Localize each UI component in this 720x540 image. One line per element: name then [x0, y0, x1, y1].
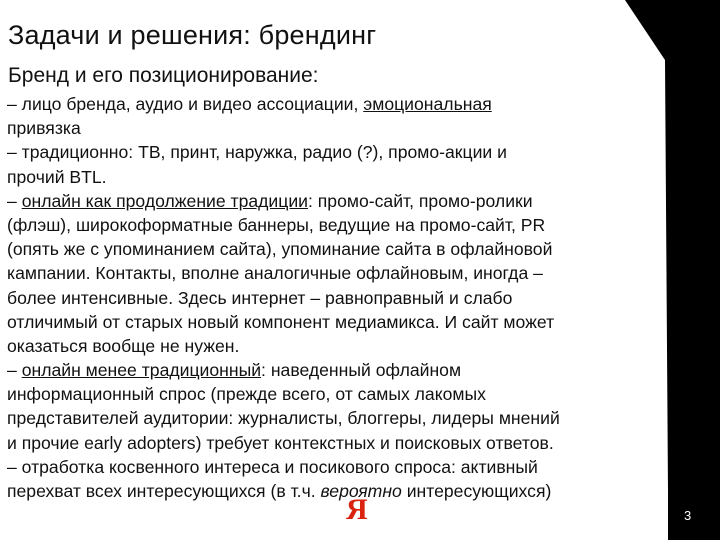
- body-text-segment: представителей аудитории: журналисты, блоггеры, лидеры мнений: [7, 408, 560, 429]
- underlined-text: онлайн как продолжение традиции: [21, 190, 308, 211]
- slide-title: Задачи и решения: брендинг: [8, 20, 377, 50]
- body-text-segment: : промо-сайт, промо-ролики: [308, 190, 533, 211]
- body-line: [7, 358, 667, 382]
- body-line: [7, 286, 667, 310]
- body-line: [7, 334, 667, 358]
- body-line: [7, 406, 667, 430]
- body-line: [7, 92, 667, 116]
- body-line: [7, 213, 667, 237]
- body-text-segment: прочий BTL.: [7, 166, 107, 187]
- body-text-segment: (опять же с упоминанием сайта), упоминание сайта в офлайновой: [7, 239, 553, 260]
- body-text-segment: перехват всех интересующихся (в т.ч.: [7, 481, 321, 501]
- body-text-segment: кампании. Контакты, вполне аналогичные офлайновым, иногда –: [7, 263, 543, 284]
- body-line: [7, 455, 667, 479]
- body-line: [7, 116, 667, 140]
- body-line: [7, 165, 667, 189]
- body-text-segment: – лицо бренда, аудио и видео ассоциации,: [7, 94, 364, 114]
- body-line: [7, 237, 667, 261]
- body-text-segment: оказаться вообще не нужен.: [7, 335, 240, 356]
- body-text-segment: привязка: [7, 118, 81, 139]
- body-text-segment: интересующихся): [401, 481, 552, 501]
- body-line: [7, 310, 667, 334]
- body-line: [7, 431, 667, 455]
- page-number: 3: [684, 508, 692, 523]
- body-text-segment: – традиционно: ТВ, принт, наружка, радио (?), промо-акции и: [7, 142, 507, 163]
- italic-text: вероятно: [320, 481, 402, 501]
- body-text-segment: и прочие early adopters) требует контекстных и поисковых ответов.: [7, 432, 554, 453]
- body-text-segment: более интенсивные. Здесь интернет – равноправный и слабо: [7, 287, 513, 308]
- body-text-segment: (флэш), широкоформатные баннеры, ведущие на промо-сайт, PR: [7, 214, 546, 235]
- underlined-text: эмоциональная: [363, 94, 492, 114]
- slide-subtitle: Бренд и его позиционирование:: [8, 64, 319, 87]
- yandex-logo: Я: [346, 493, 368, 526]
- body-line: [7, 479, 667, 503]
- body-line: [7, 140, 667, 164]
- body-text-segment: –: [7, 190, 22, 211]
- body-text-segment: отличимый от старых новый компонент медиамикса. И сайт может: [7, 311, 555, 332]
- body-line: [7, 261, 667, 285]
- body-line: [7, 189, 667, 213]
- body-text-segment: : наведенный офлайном: [261, 360, 462, 381]
- underlined-text: онлайн менее традиционный: [21, 360, 262, 381]
- body-text-segment: информационный спрос (прежде всего, от самых лакомых: [7, 384, 486, 405]
- body-text-segment: – отработка косвенного интереса и посикового спроса: активный: [7, 456, 538, 477]
- slide-body-text: [7, 92, 667, 503]
- body-text-segment: –: [7, 360, 22, 381]
- body-line: [7, 382, 667, 406]
